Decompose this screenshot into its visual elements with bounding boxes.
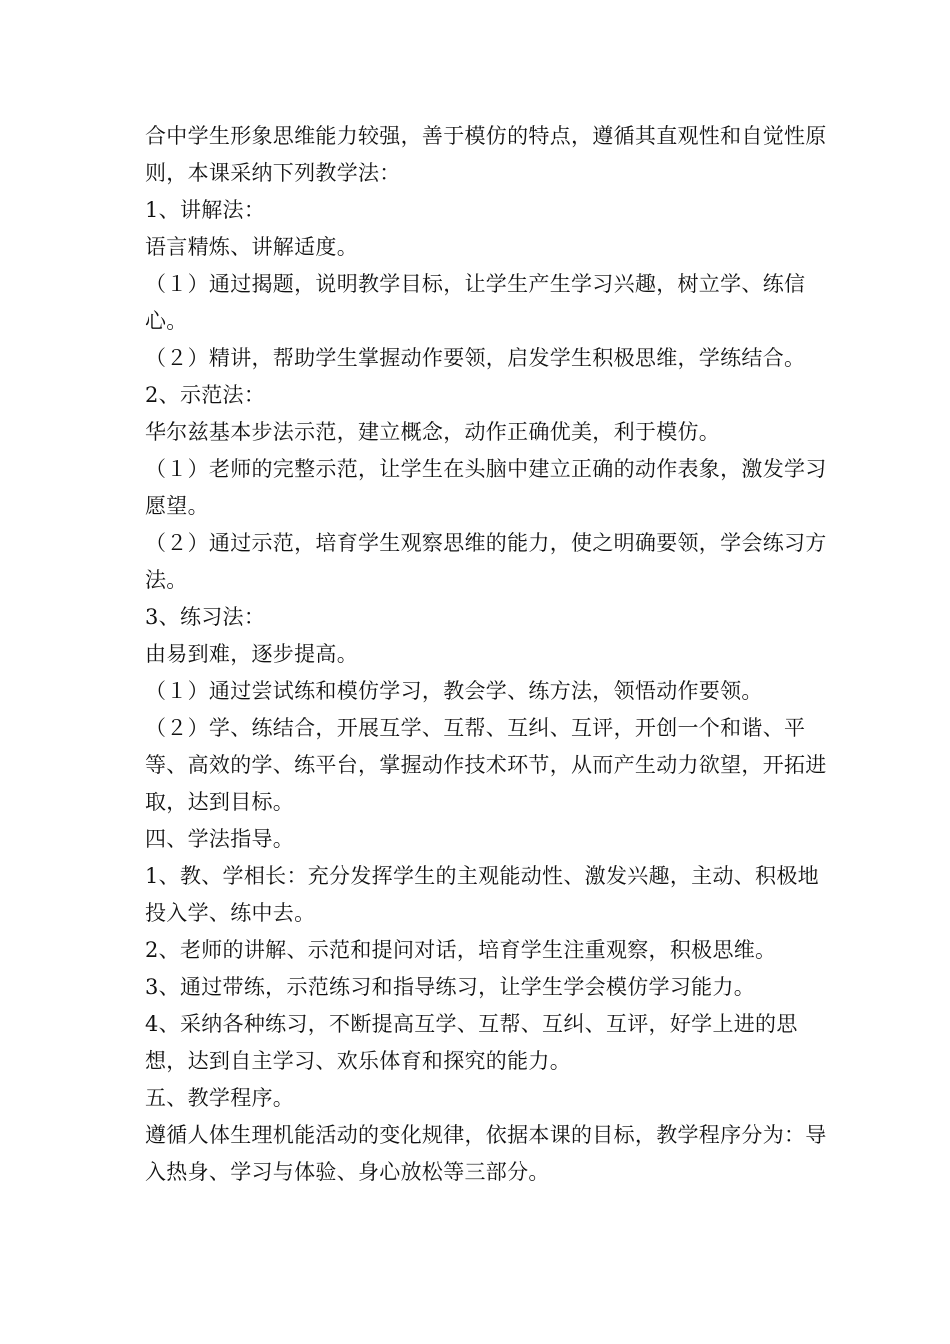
heading-practice-method: 3、练习法： xyxy=(145,605,266,629)
section-heading-study-guidance: 四、学法指导。 xyxy=(145,827,295,851)
list-item: 1、教、学相长：充分发挥学生的主观能动性、激发兴趣，主动、积极地投入学、练中去。 xyxy=(145,864,819,925)
heading-demonstration-method: 2、示范法： xyxy=(145,383,266,407)
list-item: 4、采纳各种练习，不断提高互学、互帮、互纠、互评，好学上进的思想，达到自主学习、欢乐体育和探究的能力。 xyxy=(145,1012,798,1073)
section-heading-teaching-procedure: 五、教学程序。 xyxy=(145,1086,295,1110)
list-item: （１）通过揭题，说明教学目标，让学生产生学习兴趣，树立学、练信心。 xyxy=(145,272,806,333)
paragraph: 遵循人体生理机能活动的变化规律，依据本课的目标，教学程序分为：导入热身、学习与体验、身心放松等三部分。 xyxy=(145,1123,827,1184)
heading-lecture-method: 1、讲解法： xyxy=(145,198,266,222)
list-item: （１）通过尝试练和模仿学习，教会学、练方法，领悟动作要领。 xyxy=(145,679,763,703)
paragraph: 由易到难，逐步提高。 xyxy=(145,642,358,666)
paragraph-intro: 合中学生形象思维能力较强，善于模仿的特点，遵循其直观性和自觉性原则，本课采纳下列教学法： xyxy=(145,124,827,185)
list-item: （２）学、练结合，开展互学、互帮、互纠、互评，开创一个和谐、平等、高效的学、练平台，掌握动作技术环节，从而产生动力欲望，开拓进取，达到目标。 xyxy=(145,716,827,814)
list-item: 2、老师的讲解、示范和提问对话，培育学生注重观察，积极思维。 xyxy=(145,938,777,962)
list-item: （２）通过示范，培育学生观察思维的能力，使之明确要领，学会练习方法。 xyxy=(145,531,827,592)
list-item: 3、通过带练，示范练习和指导练习，让学生学会模仿学习能力。 xyxy=(145,975,756,999)
list-item: （２）精讲，帮助学生掌握动作要领，启发学生积极思维，学练结合。 xyxy=(145,346,806,370)
list-item: （１）老师的完整示范，让学生在头脑中建立正确的动作表象，激发学习愿望。 xyxy=(145,457,827,518)
paragraph: 华尔兹基本步法示范，建立概念，动作正确优美，利于模仿。 xyxy=(145,420,721,444)
paragraph: 语言精炼、讲解适度。 xyxy=(145,235,358,259)
document-body xyxy=(145,118,835,1191)
